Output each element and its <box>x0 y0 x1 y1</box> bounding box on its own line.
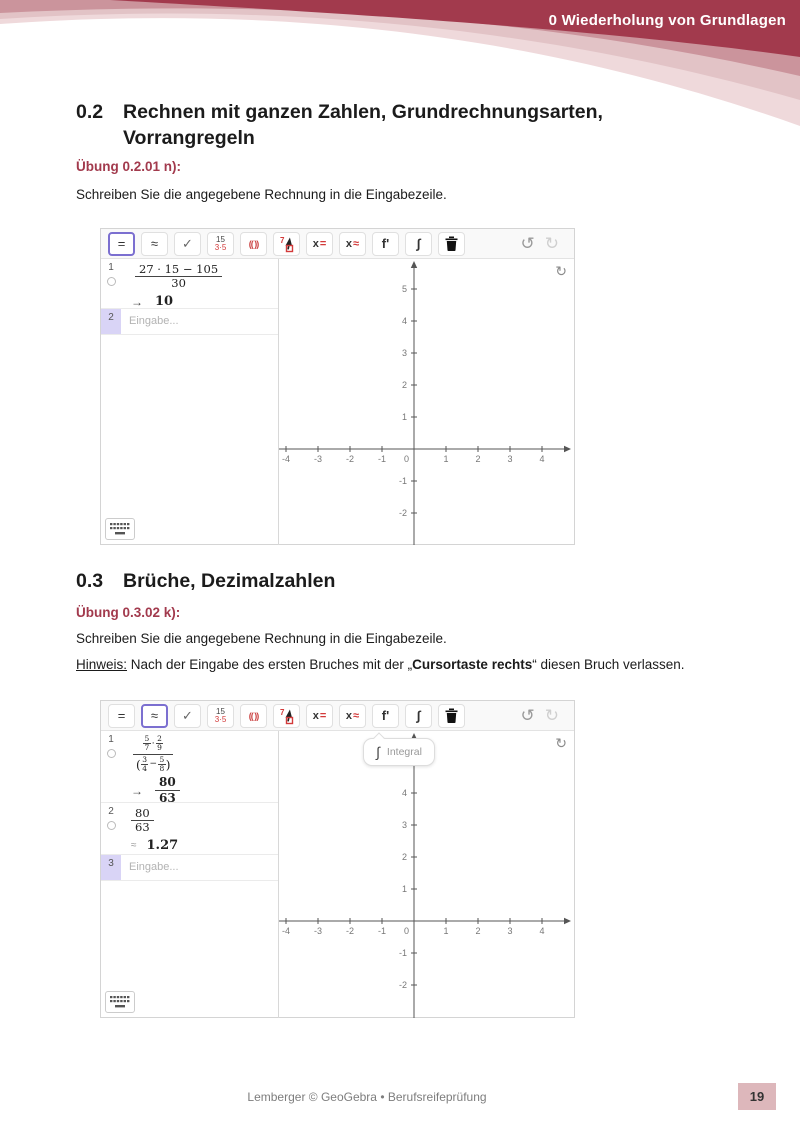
undo-icon[interactable]: ↺ <box>520 233 535 253</box>
page-number-badge: 19 <box>738 1083 776 1110</box>
integral-icon: ∫ <box>376 744 380 760</box>
keyboard-icon <box>109 522 131 536</box>
substitute-button[interactable] <box>273 232 300 256</box>
section-02-title-line1: Rechnen mit ganzen Zahlen, Grundrechnungsarten, <box>123 101 603 123</box>
numeric-button[interactable]: ≈ <box>141 232 168 256</box>
solve-button[interactable]: x = <box>306 232 333 256</box>
svg-text:5: 5 <box>401 284 407 294</box>
cas-row-1[interactable] <box>101 259 278 309</box>
cas-toolbar <box>101 229 574 259</box>
visibility-radio[interactable] <box>107 821 116 830</box>
svg-text:0: 0 <box>403 926 409 936</box>
delete-button[interactable] <box>438 232 465 256</box>
svg-text:4: 4 <box>401 316 407 326</box>
cas-row-2-input[interactable] <box>101 309 278 335</box>
redo-icon[interactable]: ↻ <box>544 233 559 253</box>
substitute-cursor-icon <box>278 707 296 725</box>
graphics-view[interactable] <box>279 259 574 545</box>
cas-input-placeholder: Eingabe... <box>129 315 179 327</box>
svg-text:-1: -1 <box>377 454 387 464</box>
cas-panel <box>101 731 279 1018</box>
row-number: 2 <box>108 312 114 323</box>
svg-text:-4: -4 <box>281 926 291 936</box>
cas1-result-denominator: 63 <box>155 790 180 805</box>
cas1-result: 10 <box>155 294 174 310</box>
solve-numeric-button[interactable]: x ≈ <box>339 704 366 728</box>
row-number: 2 <box>108 806 114 817</box>
keep-input-button[interactable]: ✓ <box>174 232 201 256</box>
svg-text:3: 3 <box>401 820 407 830</box>
derivative-button[interactable]: f' <box>372 232 399 256</box>
integral-tooltip <box>363 738 435 766</box>
keyboard-icon <box>109 995 131 1009</box>
section-02-heading <box>76 99 603 151</box>
svg-text:2: 2 <box>475 454 481 464</box>
section-03-title: Brüche, Dezimalzahlen <box>123 570 336 592</box>
integral-button[interactable]: ∫ <box>405 232 432 256</box>
svg-text:-1: -1 <box>398 476 407 486</box>
cas-toolbar <box>101 701 574 731</box>
svg-text:1: 1 <box>443 926 449 936</box>
svg-text:2: 2 <box>475 926 481 936</box>
hint-line <box>76 657 685 672</box>
expand-button[interactable]: (( )) <box>240 232 267 256</box>
axes-plot <box>279 731 573 1018</box>
axes-plot <box>279 259 573 545</box>
redo-icon[interactable]: ↻ <box>544 705 559 725</box>
svg-text:-3: -3 <box>313 926 323 936</box>
geogebra-window-2 <box>100 700 575 1018</box>
svg-text:2: 2 <box>401 380 407 390</box>
cas-row-3-input[interactable] <box>101 855 278 881</box>
cas2-input-denominator: 63 <box>131 820 154 835</box>
section-02-title-line2: Vorrangregeln <box>123 127 255 149</box>
evaluate-button[interactable]: = <box>108 232 135 256</box>
cas-row-1[interactable]: 1 $\frac{5}{7}$ · $\frac{2}{9}$ ( $\frac{3}{4}$ − $\frac{5}{8}$ ) → $\frac{80}{63}$ <box>101 731 278 803</box>
svg-text:-2: -2 <box>398 508 407 518</box>
factor-button[interactable]: 15 3·5 <box>207 704 234 728</box>
hint-bold: Cursortaste rechts <box>412 657 533 672</box>
delete-button[interactable] <box>438 704 465 728</box>
svg-text:4: 4 <box>401 788 407 798</box>
cas-row-2[interactable] <box>101 803 278 855</box>
solve-numeric-button[interactable]: x ≈ <box>339 232 366 256</box>
cas1-result-numerator: 80 <box>159 775 176 789</box>
graphics-view[interactable] <box>279 731 574 1018</box>
section-03-number: 0.3 <box>76 570 104 592</box>
row-number: 1 <box>108 262 114 273</box>
svg-text:7: 7 <box>279 707 284 717</box>
instruction-0201: Schreiben Sie die angegebene Rechnung in die Eingabezeile. <box>76 187 447 202</box>
keyboard-toggle-button[interactable] <box>105 518 135 540</box>
evaluates-to-arrow: → <box>131 783 143 798</box>
trash-icon <box>445 708 458 723</box>
undo-icon[interactable]: ↺ <box>520 705 535 725</box>
hint-label: Hinweis: <box>76 657 128 672</box>
svg-text:4: 4 <box>539 926 545 936</box>
visibility-radio[interactable] <box>107 749 116 758</box>
approx-sign: ≈ <box>131 840 137 852</box>
evaluate-button[interactable]: = <box>108 704 135 728</box>
cas1-input-numerator: 27 · 15 − 105 <box>139 262 219 276</box>
svg-text:-2: -2 <box>398 980 407 990</box>
hint-post: “ diesen Bruch verlassen. <box>532 657 685 672</box>
numeric-button[interactable]: ≈ <box>141 704 168 728</box>
svg-text:-2: -2 <box>345 454 355 464</box>
keep-input-button[interactable]: ✓ <box>174 704 201 728</box>
hint-pre: Nach der Eingabe des ersten Bruches mit der „ <box>127 657 413 672</box>
svg-text:-3: -3 <box>313 454 323 464</box>
svg-text:3: 3 <box>507 926 513 936</box>
chapter-title: 0 Wiederholung von Grundlagen <box>548 12 786 29</box>
svg-text:-4: -4 <box>281 454 291 464</box>
svg-text:1: 1 <box>401 412 407 422</box>
footer-credit: Lemberger © GeoGebra • Berufsreifeprüfung <box>247 1090 487 1104</box>
section-02-number: 0.2 <box>76 101 104 123</box>
substitute-button[interactable] <box>273 704 300 728</box>
svg-text:1: 1 <box>401 884 407 894</box>
cas1-input-denominator: 30 <box>135 276 222 291</box>
refresh-view-icon[interactable]: ↻ <box>555 263 567 279</box>
integral-button[interactable]: ∫ <box>405 704 432 728</box>
exercise-0201-label: Übung 0.2.01 n): <box>76 159 182 174</box>
expand-button[interactable]: (( )) <box>240 704 267 728</box>
visibility-radio[interactable] <box>107 277 116 286</box>
svg-text:-1: -1 <box>398 948 407 958</box>
svg-text:-2: -2 <box>345 926 355 936</box>
evaluates-to-arrow: → <box>131 294 143 309</box>
geogebra-window-1 <box>100 228 575 545</box>
solve-button[interactable]: x = <box>306 704 333 728</box>
cas2-result: 1.27 <box>146 838 179 854</box>
row-number: 1 <box>108 734 114 745</box>
keyboard-toggle-button[interactable] <box>105 991 135 1013</box>
factor-button[interactable]: 15 3·5 <box>207 232 234 256</box>
cas-panel <box>101 259 279 545</box>
svg-text:3: 3 <box>401 348 407 358</box>
trash-icon <box>445 236 458 251</box>
svg-text:3: 3 <box>507 454 513 464</box>
row-number: 3 <box>108 858 114 869</box>
derivative-button[interactable]: f' <box>372 704 399 728</box>
instruction-0302: Schreiben Sie die angegebene Rechnung in die Eingabezeile. <box>76 631 447 646</box>
svg-text:-1: -1 <box>377 926 387 936</box>
svg-text:2: 2 <box>401 852 407 862</box>
svg-text:4: 4 <box>539 454 545 464</box>
tooltip-label: Integral <box>386 746 422 758</box>
cas-input-placeholder: Eingabe... <box>129 861 179 873</box>
section-03-heading <box>76 568 335 594</box>
cas2-input-numerator: 80 <box>135 806 150 820</box>
svg-text:0: 0 <box>403 454 409 464</box>
substitute-cursor-icon <box>278 235 296 253</box>
svg-text:1: 1 <box>443 454 449 464</box>
svg-text:7: 7 <box>279 235 284 245</box>
refresh-view-icon[interactable]: ↻ <box>555 735 567 751</box>
exercise-0302-label: Übung 0.3.02 k): <box>76 605 181 620</box>
